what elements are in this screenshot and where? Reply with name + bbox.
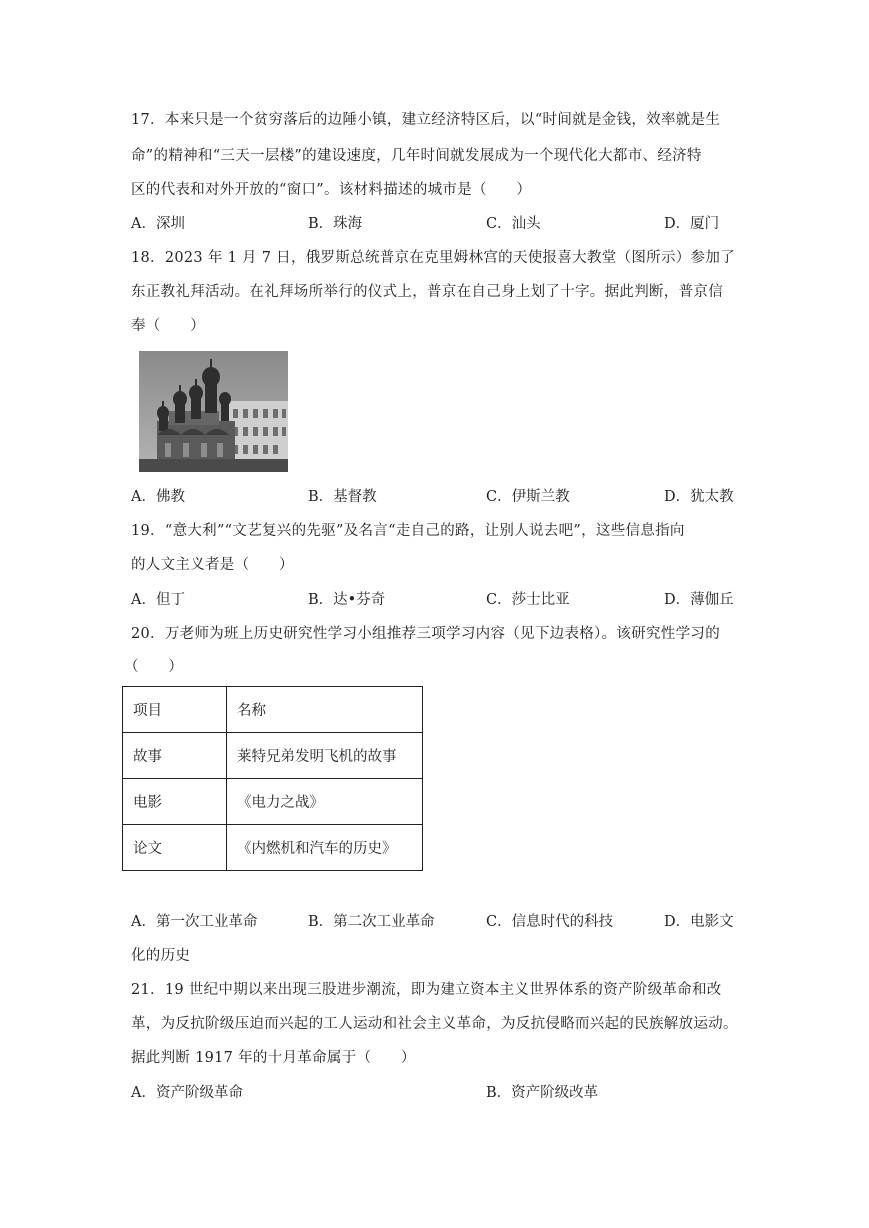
q17-option-a[interactable]: A．深圳 xyxy=(131,216,185,232)
q18-line-2: 东正教礼拜活动。在礼拜场所举行的仪式上，普京在自己身上划了十字。据此判断，普京信 xyxy=(131,284,723,300)
q20-line-2: （ ） xyxy=(124,659,184,675)
q21-option-b[interactable]: B．资产阶级改革 xyxy=(486,1085,599,1101)
q19-option-a[interactable]: A．但丁 xyxy=(131,592,185,608)
table-cell: 故事 xyxy=(123,733,227,779)
q20-option-a[interactable]: A．第一次工业革命 xyxy=(131,914,258,930)
table-row xyxy=(123,825,423,871)
q19-option-d[interactable]: D．薄伽丘 xyxy=(664,592,734,608)
q20-option-d-wrap: 化的历史 xyxy=(131,948,191,964)
table-cell: 论文 xyxy=(123,825,227,871)
q17-line-2: 命”的精神和“三天一层楼”的建设速度，几年时间就发展成为一个现代化大都市、经济特 xyxy=(131,148,702,164)
q19-option-c[interactable]: C．莎士比亚 xyxy=(486,592,570,608)
q17-option-c[interactable]: C．汕头 xyxy=(486,216,541,232)
q17-option-d[interactable]: D．厦门 xyxy=(664,216,720,232)
q17-line-1: 17．本来只是一个贫穷落后的边陲小镇，建立经济特区后，以“时间就是金钱，效率就是生 xyxy=(131,112,721,128)
q19-option-b[interactable]: B．达•芬奇 xyxy=(308,592,386,608)
table-row xyxy=(123,733,423,779)
q20-table xyxy=(122,686,423,871)
q18-option-b[interactable]: B．基督教 xyxy=(308,489,377,505)
q19-line-2: 的人文主义者是（ ） xyxy=(131,557,294,573)
q20-option-b[interactable]: B．第二次工业革命 xyxy=(308,914,435,930)
q17-line-3: 区的代表和对外开放的“窗口”。该材料描述的城市是（ ） xyxy=(131,182,532,198)
q20-option-d[interactable]: D．电影文 xyxy=(664,914,734,930)
q21-line-3: 据此判断 1917 年的十月革命属于（ ） xyxy=(131,1050,416,1066)
q18-line-1: 18．2023 年 1 月 7 日，俄罗斯总统普京在克里姆林宫的天使报喜大教堂（图所示）参加了 xyxy=(131,250,735,266)
cathedral-photo xyxy=(139,351,288,472)
q21-line-1: 21．19 世纪中期以来出现三股进步潮流，即为建立资本主义世界体系的资产阶级革命和改 xyxy=(131,982,722,998)
q18-option-a[interactable]: A．佛教 xyxy=(131,489,185,505)
cathedral-illustration xyxy=(139,351,288,472)
q21-line-2: 革，为反抗阶级压迫而兴起的工人运动和社会主义革命，为反抗侵略而兴起的民族解放运动。 xyxy=(131,1016,738,1032)
q20-option-c[interactable]: C．信息时代的科技 xyxy=(486,914,614,930)
table-cell: 莱特兄弟发明飞机的故事 xyxy=(227,733,423,779)
table-header-cell: 名称 xyxy=(227,687,423,733)
table-cell: 电影 xyxy=(123,779,227,825)
table-cell: 《电力之战》 xyxy=(227,779,423,825)
q18-option-d[interactable]: D．犹太教 xyxy=(664,489,734,505)
q18-line-3: 奉（ ） xyxy=(131,318,205,334)
q18-option-c[interactable]: C．伊斯兰教 xyxy=(486,489,570,505)
table-header-cell: 项目 xyxy=(123,687,227,733)
q20-line-1: 20．万老师为班上历史研究性学习小组推荐三项学习内容（见下边表格）。该研究性学习的 xyxy=(131,626,720,642)
q21-option-a[interactable]: A．资产阶级革命 xyxy=(131,1085,243,1101)
q19-line-1: 19．“意大利”“文艺复兴的先驱”及名言“走自己的路，让别人说去吧”，这些信息指向 xyxy=(131,523,685,539)
table-header-row xyxy=(123,687,423,733)
table-row xyxy=(123,779,423,825)
table-cell: 《内燃机和汽车的历史》 xyxy=(227,825,423,871)
q17-option-b[interactable]: B．珠海 xyxy=(308,216,363,232)
